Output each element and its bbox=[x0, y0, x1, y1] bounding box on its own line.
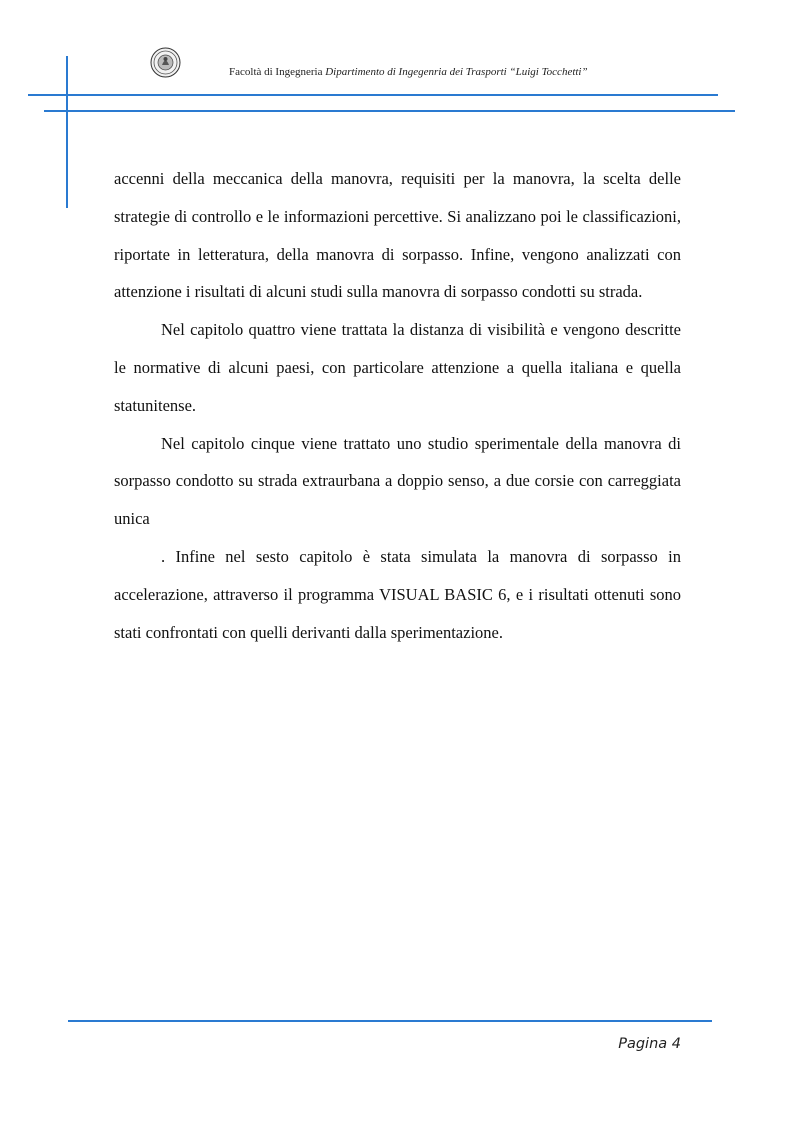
university-seal-icon bbox=[150, 47, 181, 78]
header-title bbox=[229, 66, 588, 78]
document-body bbox=[114, 160, 681, 651]
header-department: Dipartimento di Ingegenria dei Trasporti “Luigi Tocchetti” bbox=[325, 66, 588, 78]
footer-rule bbox=[68, 1020, 712, 1022]
header-horizontal-rule-bottom bbox=[44, 110, 735, 112]
page-number: Pagina 4 bbox=[618, 1036, 681, 1052]
header-vertical-rule bbox=[66, 56, 68, 208]
paragraph: . Infine nel sesto capitolo è stata simulata la manovra di sorpasso in accelerazione, attraverso il programma VISUAL BASIC 6, e i risultati ottenuti sono stati confrontati con quelli derivanti dalla sperimentazione. bbox=[114, 546, 681, 642]
paragraph: Nel capitolo cinque viene trattato uno studio sperimentale della manovra di sorpasso condotto su strada extraurbana a doppio senso, a due corsie con carreggiata unica bbox=[114, 433, 681, 529]
paragraph: Nel capitolo quattro viene trattata la distanza di visibilità e vengono descritte le normative di alcuni paesi, con particolare attenzione a quella italiana e quella statunitense. bbox=[114, 320, 681, 415]
header-horizontal-rule-top bbox=[28, 94, 718, 96]
paragraph: accenni della meccanica della manovra, requisiti per la manovra, la scelta delle strategie di controllo e le informazioni percettive. Si analizzano poi le classificazioni, riportate in letteratura, della manovra di sorpasso. Infine, vengono analizzati con attenzione i risultati di alcuni studi sulla manovra di sorpasso condotti su strada. bbox=[114, 169, 681, 302]
header-faculty: Facoltà di Ingegneria bbox=[229, 66, 323, 78]
